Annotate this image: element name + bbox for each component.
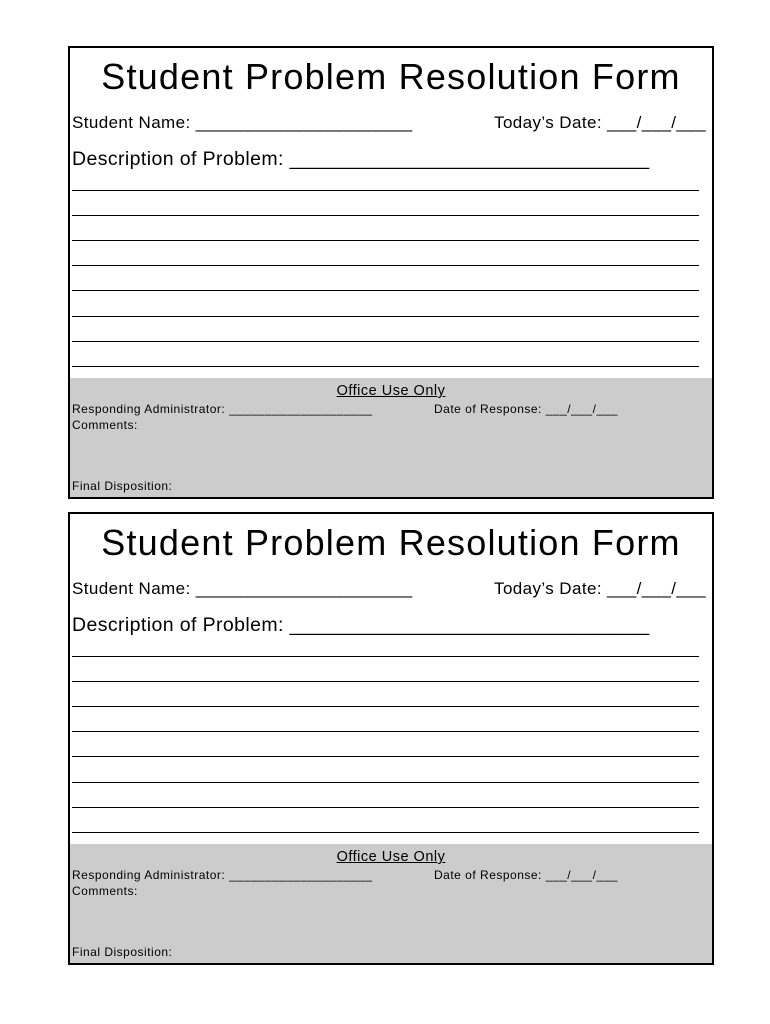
description-line[interactable] [72,341,699,342]
description-line[interactable] [72,731,699,732]
description-line[interactable] [72,316,699,317]
description-line[interactable] [72,215,699,216]
comments-label: Comments: [72,418,138,432]
todays-date-field[interactable]: Today’s Date: ___/___/___ [494,113,706,132]
office-use-heading: Office Use Only [336,849,446,865]
responding-administrator-field[interactable]: Responding Administrator: ____________________ [72,868,373,882]
description-field[interactable]: Description of Problem: ________________________________ [72,614,650,636]
description-line[interactable] [72,782,699,783]
student-info-row [72,112,706,134]
office-use-heading: Office Use Only [336,383,446,399]
form-title: Student Problem Resolution Form [101,56,681,97]
student-name-field[interactable]: Student Name: ______________________ [72,579,413,598]
description-line[interactable] [72,756,699,757]
date-of-response-field[interactable]: Date of Response: ___/___/___ [434,868,618,882]
description-line[interactable] [72,832,699,833]
todays-date-field[interactable]: Today’s Date: ___/___/___ [494,579,706,598]
date-of-response-field[interactable]: Date of Response: ___/___/___ [434,402,618,416]
resolution-form [68,512,714,965]
description-line[interactable] [72,706,699,707]
student-name-field[interactable]: Student Name: ______________________ [72,113,413,132]
description-field[interactable]: Description of Problem: ________________________________ [72,148,650,170]
final-disposition-label: Final Disposition: [72,479,173,493]
description-line[interactable] [72,681,699,682]
office-use-section [70,378,712,497]
description-line[interactable] [72,656,699,657]
final-disposition-label: Final Disposition: [72,945,173,959]
description-line[interactable] [72,240,699,241]
resolution-form [68,46,714,499]
description-line[interactable] [72,807,699,808]
form-title: Student Problem Resolution Form [101,522,681,563]
student-info-row [72,578,706,600]
description-line[interactable] [72,265,699,266]
description-line[interactable] [72,290,699,291]
office-use-section [70,844,712,963]
description-line[interactable] [72,190,699,191]
responding-administrator-field[interactable]: Responding Administrator: ____________________ [72,402,373,416]
description-line[interactable] [72,366,699,367]
comments-label: Comments: [72,884,138,898]
